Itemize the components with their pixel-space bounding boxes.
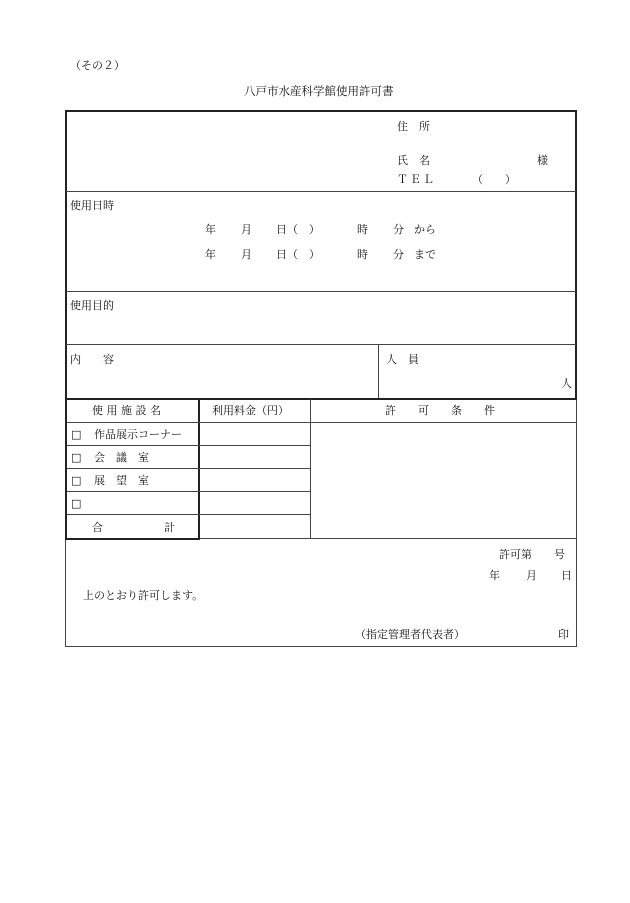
- facility-checkbox[interactable]: □: [71, 428, 82, 441]
- divider-applicant: [66, 191, 576, 192]
- end-year: 年: [205, 248, 216, 261]
- facility-checkbox[interactable]: □: [71, 497, 82, 510]
- seal-mark: 印: [558, 628, 569, 641]
- header-fee: 利用料金（円）: [212, 404, 289, 417]
- start-month: 月: [241, 223, 252, 236]
- start-minute: 分: [393, 223, 404, 236]
- name-label: 氏 名: [397, 154, 430, 167]
- facility-box-left: [65, 398, 67, 540]
- facility-checkbox[interactable]: □: [71, 474, 82, 487]
- permit-number-label: 許可第 号: [499, 548, 565, 561]
- form-border-left-upper: [65, 110, 67, 400]
- start-year: 年: [205, 223, 216, 236]
- end-suffix: まで: [414, 248, 436, 261]
- signatory-label: （指定管理者代表者）: [355, 628, 465, 641]
- people-label: 人 員: [386, 353, 419, 366]
- facility-box-bottom: [65, 538, 200, 540]
- permit-day: 日: [561, 569, 572, 582]
- end-month: 月: [241, 248, 252, 261]
- start-day: 日（: [276, 223, 298, 236]
- fee-col-divider: [310, 399, 311, 539]
- tel-area-code: （ ）: [472, 173, 516, 186]
- facility-name: 展 望 室: [94, 474, 149, 487]
- table-row-line-1: [66, 445, 311, 446]
- address-label: 住 所: [397, 120, 430, 133]
- header-conditions: 許 可 条 件: [385, 404, 495, 417]
- total-label-right: 計: [164, 521, 175, 534]
- end-minute: 分: [393, 248, 404, 261]
- start-weekday-close: ）: [309, 223, 320, 236]
- end-day: 日（: [276, 248, 298, 261]
- tel-label: ＴＥＬ: [397, 173, 436, 186]
- form-border-bottom: [65, 646, 577, 647]
- facility-checkbox[interactable]: □: [71, 451, 82, 464]
- people-unit: 人: [561, 377, 572, 390]
- end-weekday-close: ）: [309, 248, 320, 261]
- content-label: 内 容: [70, 353, 114, 366]
- divider-purpose: [66, 344, 576, 345]
- section-note: （その２）: [70, 59, 125, 72]
- table-row-line-3: [66, 491, 311, 492]
- form-border-top: [65, 110, 577, 112]
- page-title: 八戸市水産科学館使用許可書: [244, 84, 394, 98]
- permit-statement: 上のとおり許可します。: [83, 589, 204, 602]
- header-facility: 使 用 施 設 名: [92, 404, 161, 417]
- permit-year: 年: [489, 569, 500, 582]
- divider-content: [65, 398, 577, 400]
- facility-name: 作品展示コーナー: [94, 428, 182, 441]
- form-border-right-lower: [576, 398, 577, 647]
- start-suffix: から: [414, 223, 436, 236]
- table-row-line-2: [66, 468, 311, 469]
- permit-month: 月: [526, 569, 537, 582]
- end-hour: 時: [357, 248, 368, 261]
- total-label-left: 合: [92, 521, 103, 534]
- form-border-right-upper: [575, 110, 577, 400]
- facility-col-divider: [198, 399, 200, 540]
- purpose-label: 使用目的: [70, 299, 114, 312]
- table-header-line: [66, 422, 576, 423]
- divider-datetime: [66, 291, 576, 292]
- honorific-label: 様: [537, 154, 548, 167]
- table-row-line-4: [66, 514, 311, 515]
- start-hour: 時: [357, 223, 368, 236]
- datetime-label: 使用日時: [70, 199, 114, 212]
- facility-name: 会 議 室: [94, 451, 149, 464]
- divider-people: [378, 345, 379, 398]
